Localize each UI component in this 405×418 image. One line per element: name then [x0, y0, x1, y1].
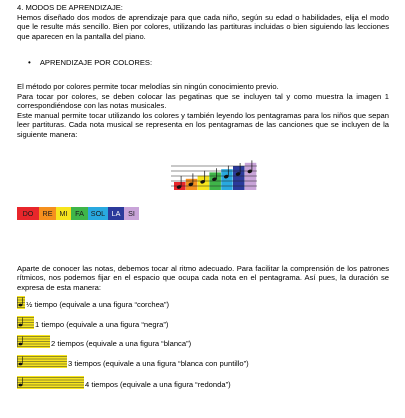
duration-row	[17, 355, 249, 368]
duration-row	[17, 335, 191, 348]
colored-notes-staff-illustration	[171, 156, 257, 192]
legend-swatch-fa: FA	[71, 207, 88, 220]
bullet-icon: •	[28, 58, 31, 67]
duration-label: 1 tiempo (equivale a una figura “negra”)	[35, 320, 169, 329]
four-beat-sticker-icon	[17, 376, 84, 389]
note-head	[19, 304, 23, 307]
paragraph-staff: Este manual permite tocar utilizando los colores y también leyendo los pentagramas para los niños que sepan leer partituras. Cada nota musical se representa en los pentagramas de las canciones que se incluyen de la siguiente manera:	[17, 111, 389, 139]
paragraph-rhythm: Aparte de conocer las notas, debemos tocar al ritmo adecuado. Para facilitar la comprensión de los patrones rítmicos, nos podemos fijar en el espacio que ocupa cada nota en el pentagrama. Así pues, la duración se expresa de esta manera:	[17, 264, 389, 292]
legend-swatch-mi: MI	[56, 207, 71, 220]
three-beat-sticker-icon	[17, 355, 67, 368]
duration-label: ½ tiempo (equivale a una figura “corchea”)	[26, 300, 170, 309]
subsection-title-text: APRENDIZAJE POR COLORES:	[39, 58, 153, 67]
paragraph-color-method: El método por colores permite tocar melodías sin ningún conocimiento previo.	[17, 82, 279, 91]
legend-swatch-do: DO	[17, 207, 39, 220]
legend-swatch-re: RE	[39, 207, 56, 220]
intro-paragraph: Hemos diseñado dos modos de aprendizaje para que cada niño, según su edad o habilidades, elija el modo que le resulte más sencillo. Bien por colores, utilizando las partituras incluidas o bien siguiendo las lecciones que aparecen en la pantalla del piano.	[17, 13, 389, 41]
section-heading: 4. MODOS DE APRENDIZAJE:	[17, 3, 123, 12]
duration-row	[17, 296, 169, 309]
duration-row	[17, 316, 168, 329]
legend-swatch-si: SI	[124, 207, 139, 220]
duration-label: 3 tiempos (equivale a una figura “blanca con puntillo”)	[68, 359, 249, 368]
duration-label: 2 tiempos (equivale a una figura “blanca”)	[51, 339, 192, 348]
legend-swatch-sol: SOL	[88, 207, 108, 220]
note-color-legend	[17, 207, 139, 220]
one-beat-sticker-icon	[17, 316, 34, 329]
paragraph-stickers: Para tocar por colores, se deben colocar las pegatinas que se incluyen tal y como muestra la imagen 1 correspondiéndose con las notas musicales.	[17, 92, 389, 111]
half-beat-sticker-icon	[17, 296, 25, 309]
note-head	[19, 324, 23, 327]
duration-row	[17, 376, 231, 389]
note-color-block	[221, 169, 233, 190]
two-beat-sticker-icon	[17, 335, 50, 348]
note-color-block	[233, 166, 245, 190]
note-head	[19, 363, 23, 366]
subsection-title	[28, 58, 152, 67]
note-head	[19, 384, 23, 387]
note-head	[19, 343, 23, 346]
duration-label: 4 tiempos (equivale a una figura “redonda”)	[85, 380, 231, 389]
legend-swatch-la: LA	[108, 207, 124, 220]
